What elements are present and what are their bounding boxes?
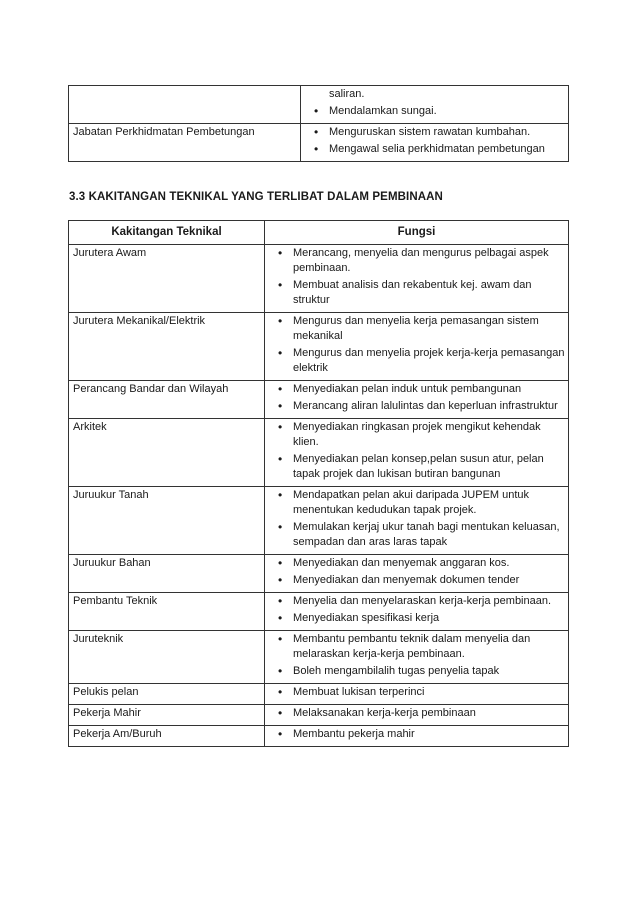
function-item: • Mendapatkan pelan akui daripada JUPEM untuk menentukan kedudukan tapak projek.	[271, 488, 565, 518]
function-item: • Menyediakan pelan induk untuk pembangunan	[271, 382, 565, 397]
staff-role-cell: Juruteknik	[69, 631, 265, 684]
table-row	[69, 245, 569, 313]
function-item: • Melaksanakan kerja-kerja pembinaan	[271, 706, 565, 721]
function-cell	[265, 555, 569, 593]
function-cell	[265, 487, 569, 555]
function-cell	[265, 705, 569, 726]
staff-role-cell: Perancang Bandar dan Wilayah	[69, 381, 265, 419]
table-row	[69, 487, 569, 555]
table-row	[69, 313, 569, 381]
function-cell	[265, 419, 569, 487]
function-item: • Membuat lukisan terperinci	[271, 685, 565, 700]
function-item: • Mengawal selia perkhidmatan pembetungan	[307, 142, 565, 157]
function-item: • Merancang aliran lalulintas dan keperluan infrastruktur	[271, 399, 565, 414]
technical-staff-table	[68, 220, 569, 747]
top-table	[68, 85, 569, 162]
function-item: • Mengurus dan menyelia kerja pemasangan sistem mekanikal	[271, 314, 565, 344]
staff-role-cell: Pekerja Am/Buruh	[69, 726, 265, 747]
function-cell	[301, 86, 569, 124]
function-item: • Membuat analisis dan rekabentuk kej. awam dan struktur	[271, 278, 565, 308]
function-item: • Boleh mengambilalih tugas penyelia tapak	[271, 664, 565, 679]
column-header-function: Fungsi	[265, 221, 569, 245]
table-row	[69, 124, 569, 162]
function-item: • Menyelia dan menyelaraskan kerja-kerja pembinaan.	[271, 594, 565, 609]
function-cell	[301, 124, 569, 162]
column-header-staff: Kakitangan Teknikal	[69, 221, 265, 245]
function-item: • Menyediakan pelan konsep,pelan susun atur, pelan tapak projek dan lukisan butiran bangunan	[271, 452, 565, 482]
function-item: • Mengurus dan menyelia projek kerja-kerja pemasangan elektrik	[271, 346, 565, 376]
function-item: • Menguruskan sistem rawatan kumbahan.	[307, 125, 565, 140]
function-cell	[265, 313, 569, 381]
table-row	[69, 726, 569, 747]
table-row	[69, 593, 569, 631]
department-cell	[69, 86, 301, 124]
function-item: • Menyediakan dan menyemak dokumen tender	[271, 573, 565, 588]
function-item: • Memulakan kerjaj ukur tanah bagi mentukan keluasan, sempadan dan aras laras tapak	[271, 520, 565, 550]
table-row	[69, 705, 569, 726]
function-item: • Menyediakan ringkasan projek mengikut kehendak klien.	[271, 420, 565, 450]
department-cell: Jabatan Perkhidmatan Pembetungan	[69, 124, 301, 162]
function-item: • Mendalamkan sungai.	[307, 104, 565, 119]
function-item: • Membantu pembantu teknik dalam menyelia dan melaraskan kerja-kerja pembinaan.	[271, 632, 565, 662]
staff-role-cell: Pelukis pelan	[69, 684, 265, 705]
function-item: saliran.	[329, 88, 365, 100]
function-cell	[265, 726, 569, 747]
table-row	[69, 86, 569, 124]
table-row	[69, 381, 569, 419]
staff-role-cell: Jurutera Awam	[69, 245, 265, 313]
function-item: • Menyediakan dan menyemak anggaran kos.	[271, 556, 565, 571]
section-heading: 3.3 KAKITANGAN TEKNIKAL YANG TERLIBAT DALAM PEMBINAAN	[69, 191, 443, 203]
function-cell	[265, 245, 569, 313]
staff-role-cell: Jurutera Mekanikal/Elektrik	[69, 313, 265, 381]
function-cell	[265, 631, 569, 684]
table-row	[69, 631, 569, 684]
table-header-row	[69, 221, 569, 245]
function-cell	[265, 684, 569, 705]
function-item: • Membantu pekerja mahir	[271, 727, 565, 742]
function-item: • Menyediakan spesifikasi kerja	[271, 611, 565, 626]
staff-role-cell: Pembantu Teknik	[69, 593, 265, 631]
staff-role-cell: Pekerja Mahir	[69, 705, 265, 726]
staff-role-cell: Juruukur Bahan	[69, 555, 265, 593]
table-row	[69, 419, 569, 487]
function-cell	[265, 593, 569, 631]
staff-role-cell: Arkitek	[69, 419, 265, 487]
function-cell	[265, 381, 569, 419]
staff-role-cell: Juruukur Tanah	[69, 487, 265, 555]
table-row	[69, 555, 569, 593]
table-row	[69, 684, 569, 705]
function-item: • Merancang, menyelia dan mengurus pelbagai aspek pembinaan.	[271, 246, 565, 276]
